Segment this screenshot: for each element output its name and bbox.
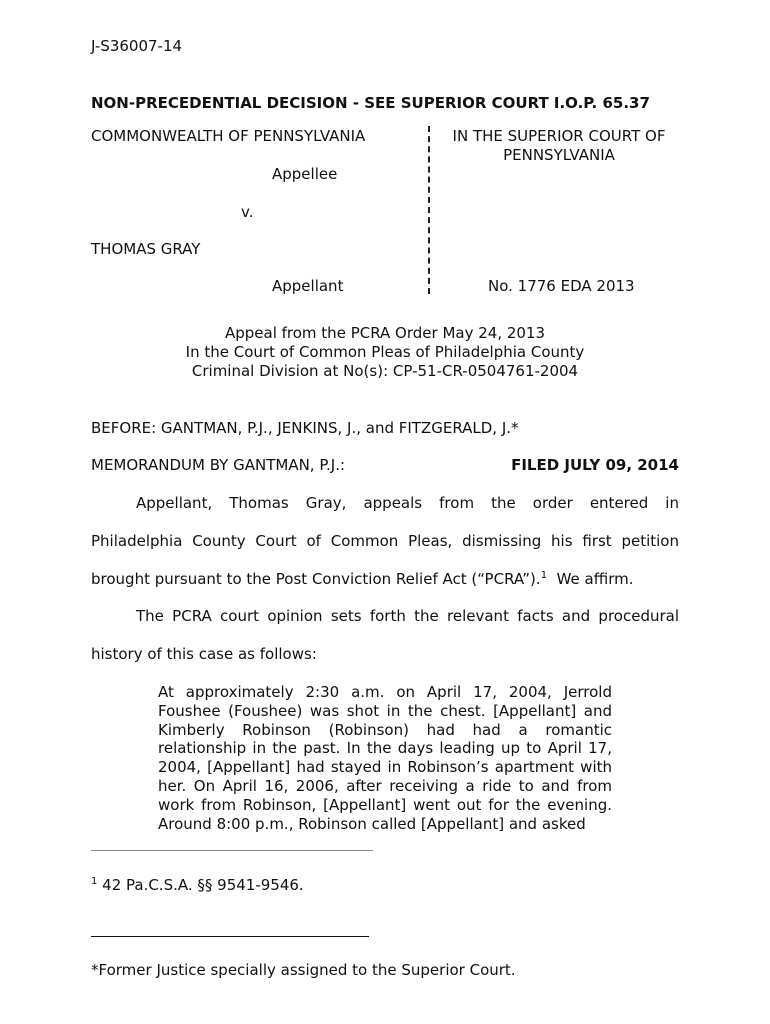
appeal-info-line-3: Criminal Division at No(s): CP-51-CR-0504761-2004 xyxy=(191,362,579,380)
footnote-number: 1 xyxy=(91,876,98,887)
appellant-role: Appellant xyxy=(272,277,344,295)
appellee-role: Appellee xyxy=(272,165,338,183)
appellant-name: THOMAS GRAY xyxy=(91,240,201,258)
body-paragraph-1-line-3 xyxy=(91,570,634,588)
body-paragraph-1-line-1: Appellant, Thomas Gray, appeals from the order entered in xyxy=(136,494,679,512)
panel-line: BEFORE: GANTMAN, P.J., JENKINS, J., and FITZGERALD, J.* xyxy=(91,419,519,437)
appeal-info-line-2: In the Court of Common Pleas of Philadelphia County xyxy=(185,343,585,361)
memorandum-by: MEMORANDUM BY GANTMAN, P.J.: xyxy=(91,456,346,474)
body-paragraph-2-line-2: history of this case as follows: xyxy=(91,645,317,663)
body-paragraph-1-line-3-text: brought pursuant to the Post Conviction Relief Act (“PCRA”). xyxy=(91,570,541,588)
docket-code: J-S36007-14 xyxy=(91,37,183,55)
filed-date: FILED JULY 09, 2014 xyxy=(511,456,679,474)
footnote-ref-1[interactable]: 1 xyxy=(540,570,548,581)
body-paragraph-1-line-2: Philadelphia County Court of Common Pleas, dismissing his first petition xyxy=(91,532,679,550)
block-quote: At approximately 2:30 a.m. on April 17, 2004, Jerrold Foushee (Foushee) was shot in the chest. [Appellant] and Kimberly Robinson (Robinson) had had a romantic relationship in the past. In the days leading up to April 17, 2004, [Appellant] had stayed in Robinson’s apartment with her. On April 16, 2006, after receiving a ride to and from work from Robinson, [Appellant] went out for the evening. Around 8:00 p.m., Robinson called [Appellant] and asked xyxy=(158,683,612,833)
appeal-info-line-1: Appeal from the PCRA Order May 24, 2013 xyxy=(224,324,546,342)
versus: v. xyxy=(241,203,254,221)
court-name: IN THE SUPERIOR COURT OF PENNSYLVANIA xyxy=(452,127,666,164)
footnote-rule xyxy=(91,850,373,851)
body-paragraph-2-line-1: The PCRA court opinion sets forth the relevant facts and procedural xyxy=(136,607,679,625)
footnote-1 xyxy=(91,876,304,894)
star-note: *Former Justice specially assigned to the Superior Court. xyxy=(91,961,516,979)
case-number: No. 1776 EDA 2013 xyxy=(488,277,635,295)
appellee-name: COMMONWEALTH OF PENNSYLVANIA xyxy=(91,127,366,145)
star-note-rule xyxy=(91,936,369,937)
footnote-text: 42 Pa.C.S.A. §§ 9541-9546. xyxy=(102,876,304,894)
non-precedential-heading: NON-PRECEDENTIAL DECISION - SEE SUPERIOR COURT I.O.P. 65.37 xyxy=(91,94,650,112)
body-paragraph-1-line-3-end: We affirm. xyxy=(556,570,634,588)
